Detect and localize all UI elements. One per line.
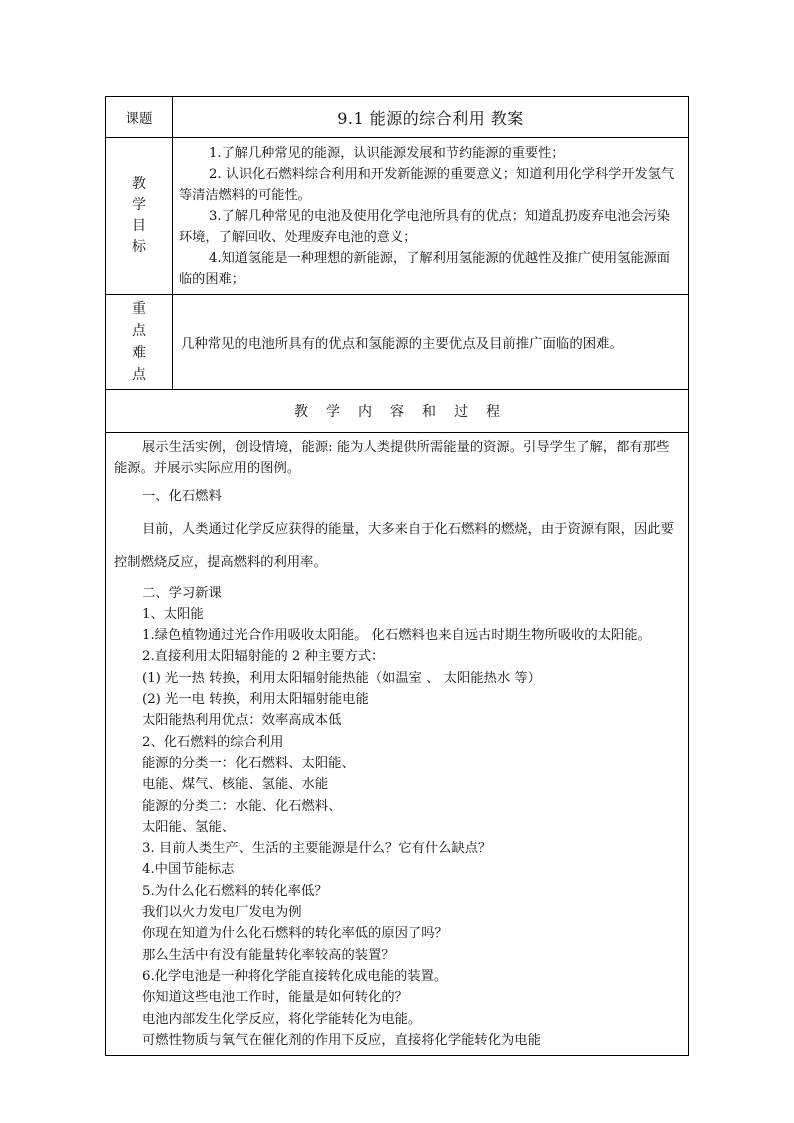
goal-item: 2. 认识化石燃料综合利用和开发新能源的重要意义；知道利用化学科学开发氢气等清洁燃料的可能性。 <box>179 166 675 203</box>
content-line: 太阳能、氢能、 <box>142 819 236 835</box>
content-line: (1) 光一热 转换，利用太阳辐射能热能（如温室 、 太阳能热水 等） <box>142 670 541 686</box>
lesson-plan-sheet <box>105 96 689 1056</box>
topic-label: 课题 <box>106 97 173 138</box>
section-title: 教学内容和过程 <box>106 390 689 433</box>
content-line: 6.化学电池是一种将化学能直接转化成电能的装置。 <box>142 968 448 984</box>
key-points-text: 几种常见的电池所具有的优点和氢能源的主要优点及目前推广面临的困难。 <box>173 295 689 390</box>
lesson-content <box>106 433 689 1056</box>
section-heading: 二、学习新课 <box>142 585 222 601</box>
content-line: 我们以火力发电厂发电为例 <box>142 905 302 921</box>
goals-label <box>106 138 173 295</box>
content-line: 太阳能热利用优点：效率高成本低 <box>142 713 342 729</box>
content-line: 2.直接利用太阳辐射能的 2 种主要方式： <box>142 649 385 665</box>
goal-item: 3.了解几种常见的电池及使用化学电池所具有的优点；知道乱扔废弃电池会污染环境，了解回收、处理废弃电池的意义； <box>179 208 670 245</box>
lesson-plan-table <box>105 96 689 1056</box>
goal-item: 1.了解几种常见的能源，认识能源发展和节约能源的重要性； <box>209 145 565 161</box>
content-line: 能源的分类一：化石燃料、太阳能、 <box>142 755 355 771</box>
content-line: 电池内部发生化学反应，将化学能转化为电能。 <box>142 1011 422 1027</box>
section-heading: 一、化石燃料 <box>142 488 222 504</box>
intro-paragraph: 展示生活实例，创设情境，能源: 能为人类提供所需能量的资源。引导学生了解，都有那些能源。并展示实际应用的图例。 <box>114 440 670 477</box>
content-line: 可燃性物质与氧气在催化剂的作用下反应，直接将化学能转化为电能 <box>142 1032 541 1048</box>
goals-label-char: 目 <box>132 218 146 234</box>
content-line: 电能、煤气、核能、氢能、水能 <box>142 777 329 793</box>
page-title: 9.1 能源的综合利用 教案 <box>173 97 689 138</box>
content-line: 那么生活中有没有能量转化率较高的装置？ <box>142 947 395 963</box>
key-points-label-char: 点 <box>132 323 146 339</box>
goals-label-char: 标 <box>132 239 146 255</box>
content-row <box>106 433 689 1056</box>
goals-row <box>106 138 689 295</box>
section-row <box>106 390 689 433</box>
header-row <box>106 97 689 138</box>
goals-label-char: 教 <box>132 176 146 192</box>
content-line: 能源的分类二：水能、化石燃料、 <box>142 798 342 814</box>
key-points-label <box>106 295 173 390</box>
goals-label-char: 学 <box>132 197 146 213</box>
key-points-label-char: 点 <box>132 367 146 383</box>
content-line: 1.绿色植物通过光合作用吸收太阳能。 化石燃料也来自远古时期生物所吸收的太阳能。 <box>142 628 651 644</box>
key-points-label-char: 重 <box>132 301 146 317</box>
content-line: 5.为什么化石燃料的转化率低？ <box>142 883 328 899</box>
fossil-paragraph: 目前，人类通过化学反应获得的能量，大多来自于化石燃料的燃烧，由于资源有限，因此要控制燃烧反应，提高燃料的利用率。 <box>114 521 674 570</box>
key-points-label-char: 难 <box>132 345 146 361</box>
content-line: (2) 光一电 转换，利用太阳辐射能电能 <box>142 692 369 708</box>
content-line: 你知道这些电池工作时，能量是如何转化的？ <box>142 990 408 1006</box>
goal-item: 4.知道氢能是一种理想的新能源，了解利用氢能源的优越性及推广使用氢能源面临的困难； <box>179 250 670 287</box>
goals-content <box>173 138 689 295</box>
key-points-row <box>106 295 689 390</box>
content-line: 2、化石燃料的综合利用 <box>142 734 284 750</box>
content-line: 3. 目前人类生产、生活的主要能源是什么？它有什么缺点？ <box>142 841 492 857</box>
content-line: 1、太阳能 <box>142 606 204 622</box>
content-line: 你现在知道为什么化石燃料的转化率低的原因了吗？ <box>142 926 448 942</box>
content-line: 4.中国节能标志 <box>142 862 235 878</box>
